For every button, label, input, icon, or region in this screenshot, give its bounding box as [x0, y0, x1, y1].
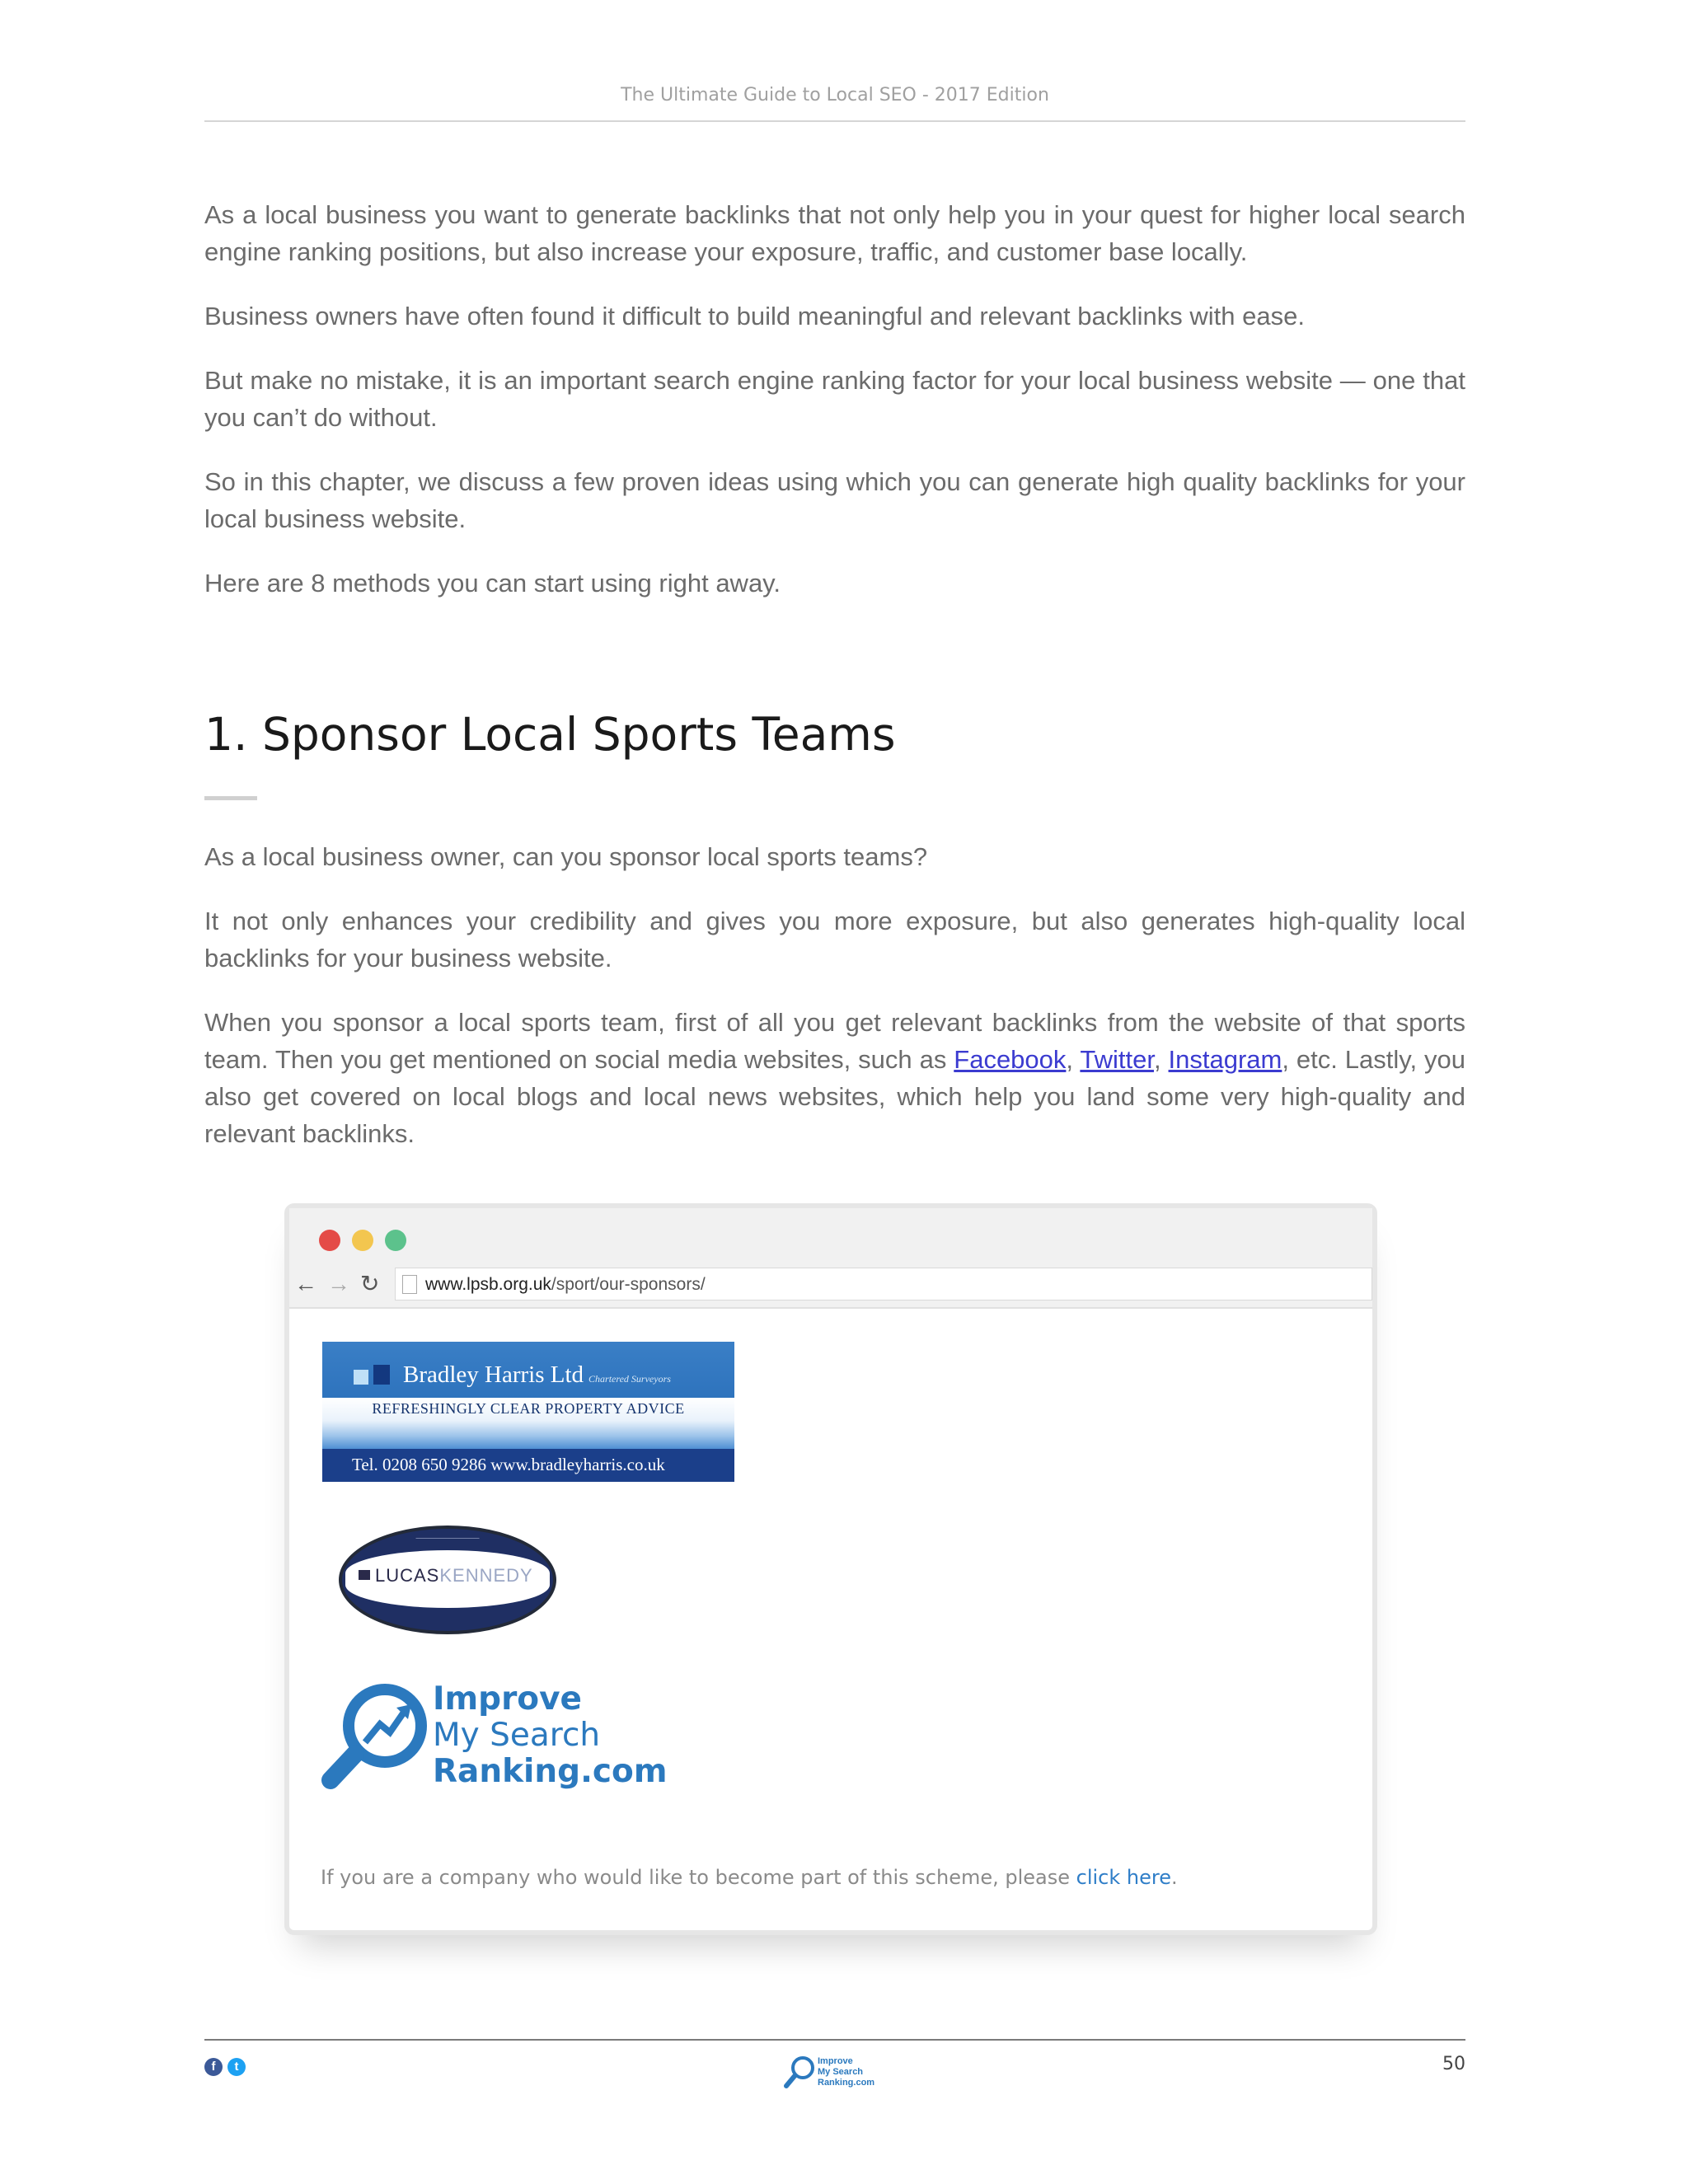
- section-paragraph-3: [204, 1004, 1465, 1152]
- sponsor-tagline: REFRESHINGLY CLEAR PROPERTY ADVICE: [372, 1400, 685, 1417]
- invite-text: If you are a company who would like to become part of this scheme, please: [321, 1866, 1076, 1889]
- footer-logo: [783, 2055, 890, 2094]
- logo-decorative-line: ———————————: [415, 1535, 480, 1541]
- separator: ,: [1066, 1045, 1081, 1074]
- facebook-link[interactable]: Facebook: [954, 1045, 1067, 1074]
- logo-mark-icon: [359, 1570, 370, 1580]
- sponsor-contact: Tel. 0208 650 9286 www.bradleyharris.co.uk: [352, 1455, 665, 1474]
- intro-paragraph-4: So in this chapter, we discuss a few proven ideas using which you can generate high quality backlinks for your local business website.: [204, 467, 1465, 533]
- sponsor-logo-lucas-kennedy[interactable]: [339, 1526, 556, 1634]
- intro-paragraph-5: Here are 8 methods you can start using right away.: [204, 569, 781, 598]
- browser-navbar: [289, 1264, 1372, 1309]
- browser-screenshot: [284, 1203, 1377, 1935]
- sponsor-name-light: KENNEDY: [439, 1565, 533, 1586]
- footer-logo-line-3: Ranking.com: [818, 2078, 875, 2088]
- reload-icon[interactable]: ↻: [360, 1271, 380, 1296]
- intro-paragraph-1: As a local business you want to generate backlinks that not only help you in your quest for higher local search engine ranking positions, but also increase your exposure, traffic, and customer base locally.: [204, 200, 1465, 266]
- instagram-link[interactable]: Instagram: [1168, 1045, 1282, 1074]
- facebook-icon[interactable]: f: [204, 2058, 223, 2076]
- address-bar[interactable]: [395, 1268, 1372, 1301]
- section-paragraph-1: As a local business owner, can you sponsor local sports teams?: [204, 842, 928, 871]
- intro-paragraph-3: But make no mistake, it is an important search engine ranking factor for your local business website — one that you can’t do without.: [204, 366, 1465, 432]
- social-icons: [204, 2058, 251, 2076]
- main-content: [204, 196, 1465, 1179]
- section-title: 1. Sponsor Local Sports Teams: [204, 708, 896, 761]
- invite-end: .: [1170, 1866, 1178, 1889]
- separator: ,: [1153, 1045, 1169, 1074]
- section-paragraph-2: It not only enhances your credibility and gives you more exposure, but also generates high-quality local backlinks for your business website.: [204, 907, 1465, 972]
- sponsor-logo-improve-my-search-ranking[interactable]: [319, 1678, 668, 1802]
- logo-square-icon: [354, 1370, 368, 1385]
- forward-arrow-icon[interactable]: →: [327, 1271, 350, 1296]
- browser-titlebar: [289, 1208, 1372, 1264]
- footer-logo-line-1: Improve: [818, 2056, 853, 2066]
- paragraph-text-end: , etc. Lastly, you also get covered on local blogs and local news websites, which help you land some very high-quality and relevant backlinks.: [204, 1045, 1466, 1148]
- sponsor-subtitle: Chartered Surveyors: [588, 1373, 671, 1385]
- title-underline: [204, 796, 257, 800]
- intro-paragraph-2: Business owners have often found it difficult to build meaningful and relevant backlinks with ease.: [204, 302, 1305, 330]
- page-icon: [402, 1275, 417, 1294]
- twitter-icon[interactable]: t: [227, 2058, 246, 2076]
- logo-line-1: Improve: [433, 1680, 582, 1718]
- click-here-link[interactable]: click here: [1076, 1866, 1171, 1889]
- magnifier-chart-icon: [783, 2055, 816, 2091]
- footer-logo-line-2: My Search: [818, 2067, 864, 2077]
- page-header: [204, 79, 1465, 122]
- footer-divider: [204, 2039, 1465, 2041]
- page-number: 50: [1442, 2054, 1465, 2074]
- sponsorship-invite: [321, 1866, 1178, 1889]
- logo-square-icon: [373, 1365, 390, 1385]
- back-arrow-icon[interactable]: ←: [294, 1271, 317, 1296]
- minimize-window-dot[interactable]: [352, 1230, 373, 1251]
- logo-line-2: My Search: [433, 1717, 601, 1754]
- url-text: [425, 1272, 706, 1297]
- close-window-dot[interactable]: [319, 1230, 340, 1251]
- url-path: /sport/our-sponsors/: [551, 1275, 706, 1294]
- sponsor-logo-bradley-harris[interactable]: [322, 1342, 734, 1482]
- paragraph-text-start: When you sponsor a local sports team, first of all you get relevant backlinks from the website of that sports team. Then you get mentioned on social media websites, such as: [204, 1008, 1465, 1074]
- logo-line-3: Ranking.com: [433, 1753, 668, 1790]
- url-domain: www.lpsb.org.uk: [425, 1275, 551, 1294]
- maximize-window-dot[interactable]: [385, 1230, 406, 1251]
- magnifier-chart-icon: [319, 1678, 431, 1802]
- sponsor-name-bold: LUCAS: [375, 1565, 440, 1586]
- sponsor-name: Bradley Harris Ltd: [403, 1361, 584, 1388]
- twitter-link[interactable]: Twitter: [1080, 1045, 1154, 1074]
- document-title: The Ultimate Guide to Local SEO - 2017 Edition: [621, 85, 1049, 105]
